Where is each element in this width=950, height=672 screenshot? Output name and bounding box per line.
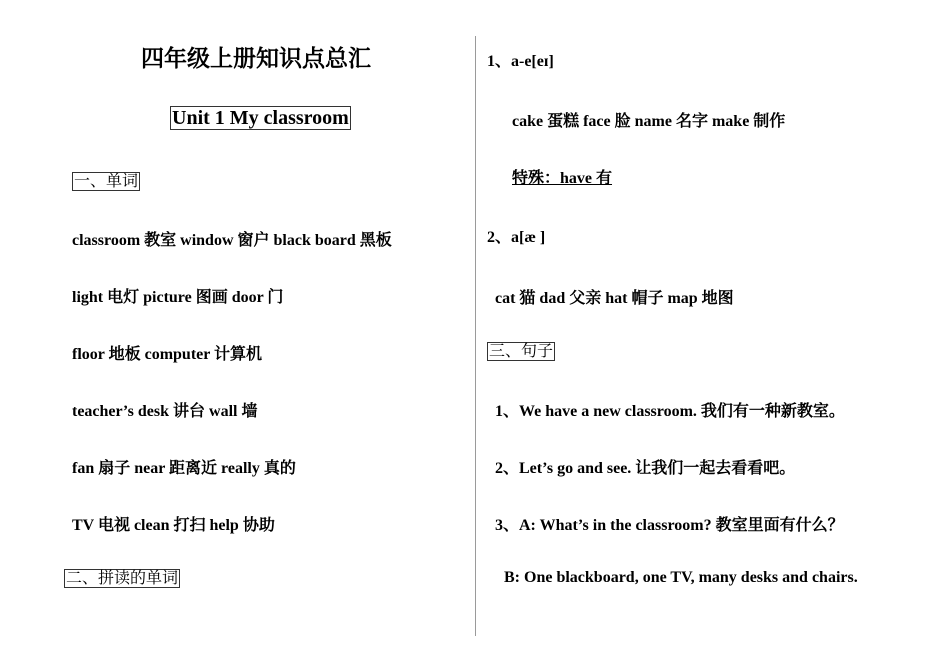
page-title: 四年级上册知识点总汇 [141,46,371,71]
word-line: teacher’s desk 讲台 wall 墙 [72,403,258,420]
word-line: light 电灯 picture 图画 door 门 [72,289,284,306]
sentence-line: 2、Let’s go and see. 让我们一起去看看吧。 [495,460,796,477]
word-line: TV 电视 clean 打扫 help 协助 [72,517,275,534]
phonics-rule-1: 1、a-e[eɪ] [487,53,554,70]
section-heading-phonics: 二、拼读的单词 [66,570,179,587]
word-line: floor 地板 computer 计算机 [72,346,263,363]
column-divider [475,36,476,636]
phonics-rule-1-words: cake 蛋糕 face 脸 name 名字 make 制作 [512,113,786,130]
phonics-rule-2: 2、a[æ ] [487,229,546,246]
sentence-line: 1、We have a new classroom. 我们有一种新教室。 [495,403,845,420]
word-line: fan 扇子 near 距离近 really 真的 [72,460,296,477]
phonics-rule-2-words: cat 猫 dad 父亲 hat 帽子 map 地图 [495,290,734,307]
unit-heading: Unit 1 My classroom [172,107,349,129]
sentence-line: B: One blackboard, one TV, many desks and chairs. [504,569,858,586]
phonics-rule-1-special: 特殊：have 有 [512,170,613,187]
section-heading-sentences: 三、句子 [489,343,554,360]
section-heading-words: 一、单词 [74,173,139,190]
sentence-line: 3、A: What’s in the classroom? 教室里面有什么？ [495,517,844,534]
word-line: classroom 教室 window 窗户 black board 黑板 [72,232,392,249]
